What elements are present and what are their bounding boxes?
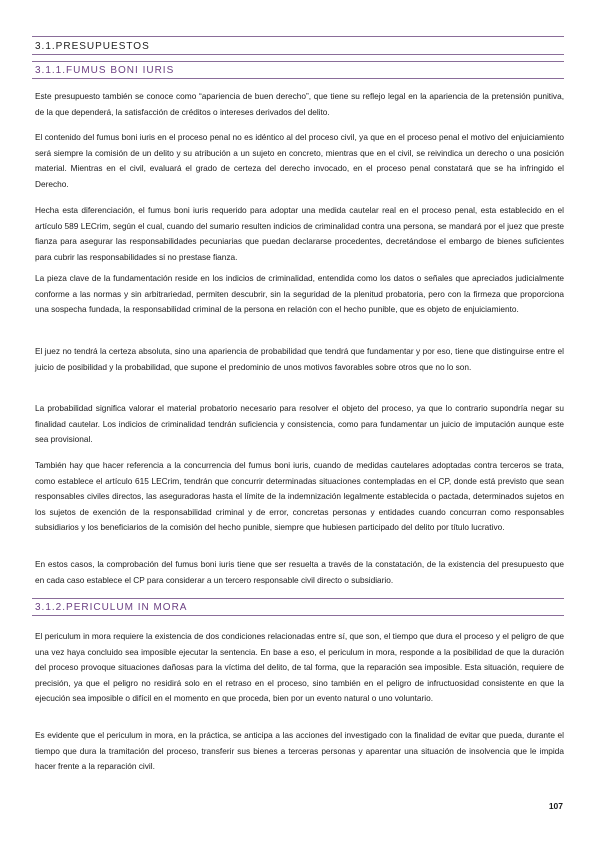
paragraph: En estos casos, la comprobación del fumus boni iuris tiene que ser resuelta a través de la constatación, de la existencia del presupuesto que en cada caso establece el CP para considerar a un tercero responsable civil directo o subsidiario. <box>35 559 564 585</box>
subsection-heading-periculum: 3.1.2.PERICULUM IN MORA <box>32 598 564 616</box>
paragraph: Este presupuesto también se conoce como “apariencia de buen derecho”, que tiene su reflejo legal en la apariencia de la pretensión punitiva, de la que dependerá, la satisfacción de créditos o intereses derivados del delito. <box>35 91 564 117</box>
subsection-heading-fumus: 3.1.1.FUMUS BONI IURIS <box>32 61 564 79</box>
paragraph: También hay que hacer referencia a la concurrencia del fumus boni iuris, cuando de medidas cautelares adoptadas contra terceros se trata, como establece el artículo 615 LECrim, tendrán que concurrir determinadas situaciones contempladas en el CP, donde está previsto que sean responsables civiles directos, las aseguradoras hasta el límite de la indemnización legalmente establecida o pactada, determinados sujetos en los sujetos de exención de la responsabilidad criminal y de error, concretas personas y entidades cuando concurran como responsables subsidiarios y los beneficiarios de la comisión del hecho punible, siempre que hubiesen participado del delito por título lucrativo. <box>35 460 564 533</box>
paragraph: El periculum in mora requiere la existencia de dos condiciones relacionadas entre sí, que son, el tiempo que dura el proceso y el peligro de que una vez haya concluido sea imposible ejecutar la sentencia. En base a eso, el periculum in mora, responde a la posibilidad de que la duración del proceso provoque situaciones dañosas para la víctima del delito, de tal forma, que la reparación sea imposible. Esta situación, requiere de precisión, ya que el peligro no residirá solo en el retraso en el proceso, sino también en el peligro de infructuosidad consistente en que la ejecución sea imposible o difícil en el momento en que proceda, bien por un evento natural o uno voluntario. <box>35 631 564 704</box>
paragraph: Hecha esta diferenciación, el fumus boni iuris requerido para adoptar una medida cautelar real en el proceso penal, esta establecido en el artículo 589 LECrim, según el cual, cuando del sumario resulten indicios de criminalidad contra una persona, se mandará por el juez que preste fianza para asegurar las responsabilidades pecuniarias que puedan declararse procedentes, decretándose el embargo de bienes suficientes para cubrir las responsabilidades si no prestase fianza. <box>35 205 564 262</box>
paragraph: El juez no tendrá la certeza absoluta, sino una apariencia de probabilidad que tendrá que fundamentar y por eso, tiene que distinguirse entre el juicio de posibilidad y la probabilidad, que supone el predominio de unos motivos favorables sobre otros que no lo son. <box>35 346 564 372</box>
paragraph: Es evidente que el periculum in mora, en la práctica, se anticipa a las acciones del investigado con la finalidad de evitar que pueda, durante el tiempo que dura la tramitación del proceso, transferir sus bienes a terceras personas y aparentar una situación de insolvencia que le impida hacer frente a la reparación civil. <box>35 730 564 772</box>
paragraph: El contenido del fumus boni iuris en el proceso penal no es idéntico al del proceso civil, ya que en el proceso penal el motivo del enjuiciamiento será siempre la comisión de un delito y su atribución a un sujeto en concreto, mientras que en el civil, se reivindica un derecho o una posición material. Mientras en el civil, evaluará el grado de certeza del derecho invocado, en el proceso penal constatará que se ha infringido el Derecho. <box>35 132 564 189</box>
paragraph: La probabilidad significa valorar el material probatorio necesario para resolver el objeto del proceso, ya que lo contrario supondría negar su finalidad cautelar. Los indicios de criminalidad tendrán suficiencia y consistencia, como para fundamentar un juicio de imputación aunque este sea provisional. <box>35 403 564 445</box>
section-heading: 3.1.PRESUPUESTOS <box>32 36 564 55</box>
page-number: 107 <box>548 801 563 811</box>
paragraph: La pieza clave de la fundamentación reside en los indicios de criminalidad, entendida como los datos o señales que apreciados judicialmente conforme a las normas y sin arbitrariedad, permiten descubrir, sin la seguridad de la plenitud probatoria, pero con la firmeza que proporciona una sospecha fundada, la responsabilidad criminal de la persona en relación con el hecho punible, que es objeto de enjuiciamiento. <box>35 273 564 315</box>
